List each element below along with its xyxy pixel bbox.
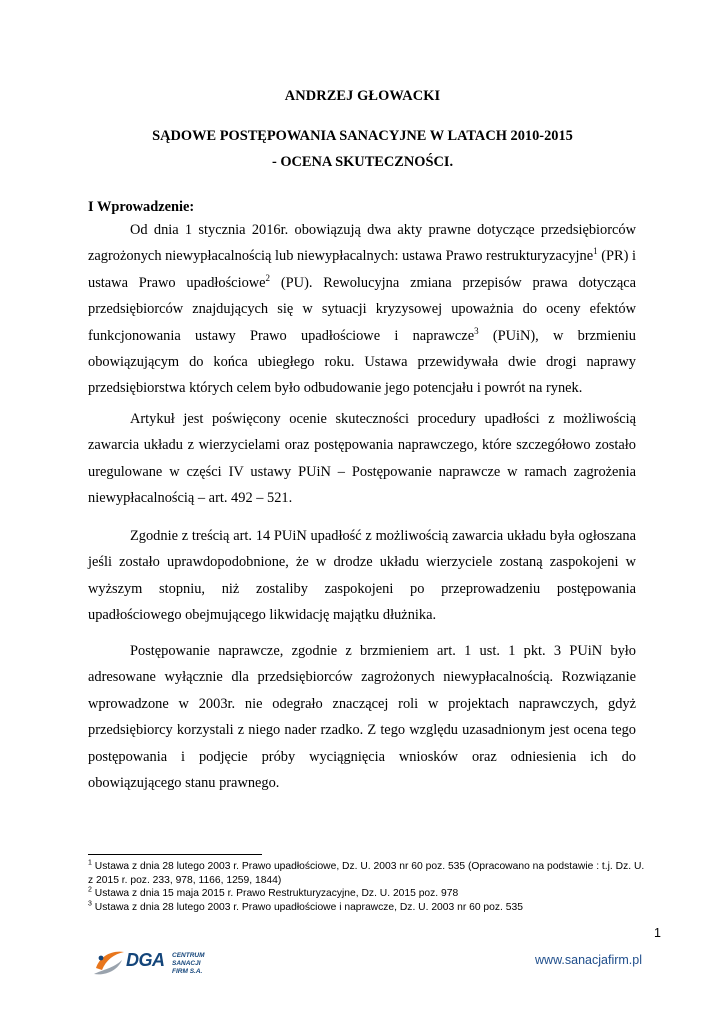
paragraph-3-text: Zgodnie z treścią art. 14 PUiN upadłość z możliwością zawarcia układu była ogłoszana jeśli zostało uprawdopodobnione, że w drodze układu wierzyciele zostaną zaspokojeni w wyższym stopniu, niż zostaliby zaspokojeni po przeprowadzeniu postępowania upadłościowego obejmującego likwidację majątku dłużnika. [88, 528, 636, 624]
footnote-1 [88, 860, 648, 887]
footnote-2 [88, 887, 648, 901]
title-line-1: SĄDOWE POSTĘPOWANIA SANACYJNE W LATACH 2010-2015 [152, 128, 573, 144]
footnote-2-number: 2 [88, 886, 92, 894]
author-name: ANDRZEJ GŁOWACKI [284, 88, 441, 104]
footnote-3-text: Ustawa z dnia 28 lutego 2003 r. Prawo upadłościowe i naprawcze, Dz. U. 2003 nr 60 poz. 535 [94, 901, 523, 913]
paragraph-1-part-3: (PU). Rewolucyjna zmiana przepisów prawa dotycząca przedsiębiorców znajdujących się w sytuacji kryzysowej upoważnia do oceny efektów funkcjonowania ustawy Prawo upadłościowe i naprawcze [88, 274, 636, 344]
footnote-ref-1: 1 [593, 246, 598, 257]
logo-subtitle-line-2: FIRM S.A. [172, 968, 203, 975]
footnotes [88, 860, 648, 914]
footnote-ref-2: 2 [265, 273, 271, 284]
footnote-2-text: Ustawa z dnia 15 maja 2015 r. Prawo Restrukturyzacyjne, Dz. U. 2015 poz. 978 [94, 888, 459, 900]
paragraph-4-text: Postępowanie naprawcze, zgodnie z brzmieniem art. 1 ust. 1 pkt. 3 PUiN było adresowane wyłącznie dla przedsiębiorców zagrożonych niewypłacalnością. Rozwiązanie wprowadzone w 2003r. nie odegrało znaczącej roli w projektach naprawczych, gdyż przedsiębiorcy korzystali z niego nader rzadko. Z tego względu uzasadnionym jest ocena tego postępowania i podjęcie próby wyciągnięcia wniosków oraz odniesienia ich do obowiązującego stanu prawnego. [88, 643, 636, 792]
company-logo [92, 944, 232, 980]
footnote-ref-3: 3 [474, 325, 479, 336]
document-title [0, 123, 725, 175]
website-link[interactable]: www.sanacjafirm.pl [535, 953, 642, 967]
logo-wordmark: DGA [126, 950, 165, 970]
logo-subtitle-line-1: CENTRUM SANACJI [172, 952, 205, 967]
footnote-1-text: Ustawa z dnia 28 lutego 2003 r. Prawo upadłościowe, Dz. U. 2003 nr 60 poz. 535 (Opracowano na podstawie : t.j. Dz. U. z 2015 r. poz. 233, 978, 1166, 1259, 1844) [88, 861, 645, 886]
footnote-3-number: 3 [88, 900, 92, 908]
paragraph-2 [88, 406, 636, 512]
paragraph-3 [88, 523, 636, 629]
title-line-2: - OCENA SKUTECZNOŚCI. [271, 154, 454, 170]
paragraph-1 [88, 217, 636, 402]
section-heading: I Wprowadzenie: [88, 199, 195, 215]
paragraph-1-part-2: (PR) i ustawa Prawo upadłościowe [88, 248, 636, 291]
footnote-3 [88, 901, 648, 915]
paragraph-1-part-4: (PUiN), w brzmieniu obowiązującym do końca ubiegłego roku. Ustawa przewidywała dwie drogi naprawy przedsiębiorstwa których celem było odbudowanie jego potencjału i powrót na rynek. [88, 327, 636, 397]
footnote-1-number: 1 [88, 859, 92, 867]
page-number: 1 [654, 926, 661, 940]
paragraph-2-text: Artykuł jest poświęcony ocenie skuteczności procedury upadłości z możliwością zawarcia układu z wierzycielami oraz postępowania naprawczego, które szczegółowo zostało uregulowane w części IV ustawy PUiN – Postępowanie naprawcze w ramach zagrożenia niewypłacalnością – art. 492 – 521. [88, 411, 636, 507]
paragraph-4 [88, 638, 636, 796]
paragraph-1-part-1: Od dnia 1 stycznia 2016r. obowiązują dwa akty prawne dotyczące przedsiębiorców zagrożonych niewypłacalnością lub niewypłacalnych: ustawa Prawo restrukturyzacyjne [88, 222, 636, 265]
footnote-divider [88, 854, 262, 855]
swoosh-logo-icon [92, 946, 126, 978]
logo-subtitle [172, 952, 232, 976]
